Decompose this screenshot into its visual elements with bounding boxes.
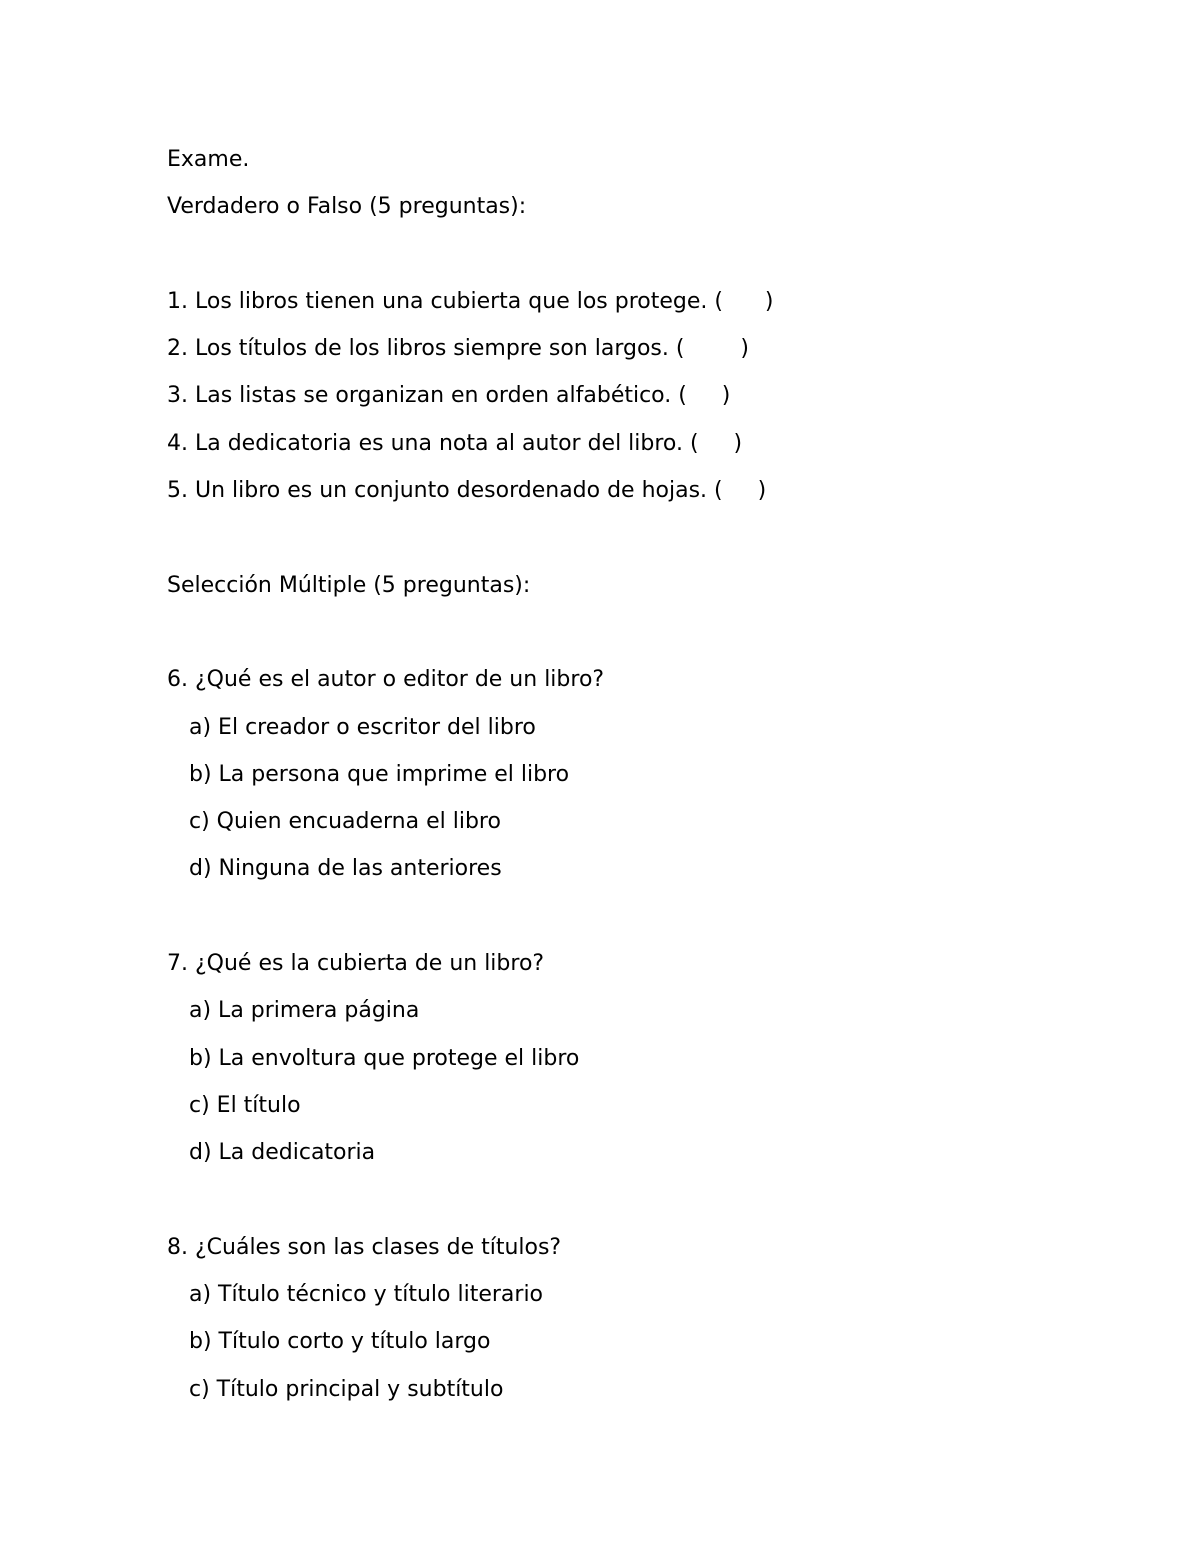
spacer [167, 514, 1147, 561]
true-false-item: 2. Los títulos de los libros siempre son largos. ( ) [167, 336, 749, 362]
option: c) Título principal y subtítulo [189, 1376, 504, 1402]
spacer [167, 231, 1147, 278]
true-false-item: 3. Las listas se organizan en orden alfabético. ( ) [167, 383, 731, 409]
option: d) Ninguna de las anteriores [189, 856, 502, 882]
true-false-item: 1. Los libros tienen una cubierta que los protege. ( ) [167, 288, 774, 314]
question-7: 7. ¿Qué es la cubierta de un libro? [167, 951, 545, 977]
option: d) La dedicatoria [189, 1140, 376, 1166]
spacer [167, 893, 1147, 940]
option: a) El creador o escritor del libro [189, 714, 536, 740]
option: b) Título corto y título largo [189, 1329, 491, 1355]
true-false-heading: Verdadero o Falso (5 preguntas): [167, 194, 527, 220]
document-title: Exame. [167, 147, 250, 172]
true-false-item: 5. Un libro es un conjunto desordenado de hojas. ( ) [167, 478, 767, 504]
document-page [167, 136, 1147, 1413]
option: b) La envoltura que protege el libro [189, 1045, 580, 1071]
option: a) La primera página [189, 998, 420, 1024]
option: c) Quien encuaderna el libro [189, 809, 501, 835]
option: b) La persona que imprime el libro [189, 761, 570, 787]
option: c) El título [189, 1092, 301, 1118]
option: a) Título técnico y título literario [189, 1282, 544, 1308]
spacer [167, 1177, 1147, 1224]
multiple-choice-heading: Selección Múltiple (5 preguntas): [167, 572, 531, 598]
true-false-item: 4. La dedicatoria es una nota al autor del libro. ( ) [167, 430, 743, 456]
question-6: 6. ¿Qué es el autor o editor de un libro? [167, 667, 605, 693]
spacer [167, 609, 1147, 656]
question-8: 8. ¿Cuáles son las clases de títulos? [167, 1234, 562, 1260]
